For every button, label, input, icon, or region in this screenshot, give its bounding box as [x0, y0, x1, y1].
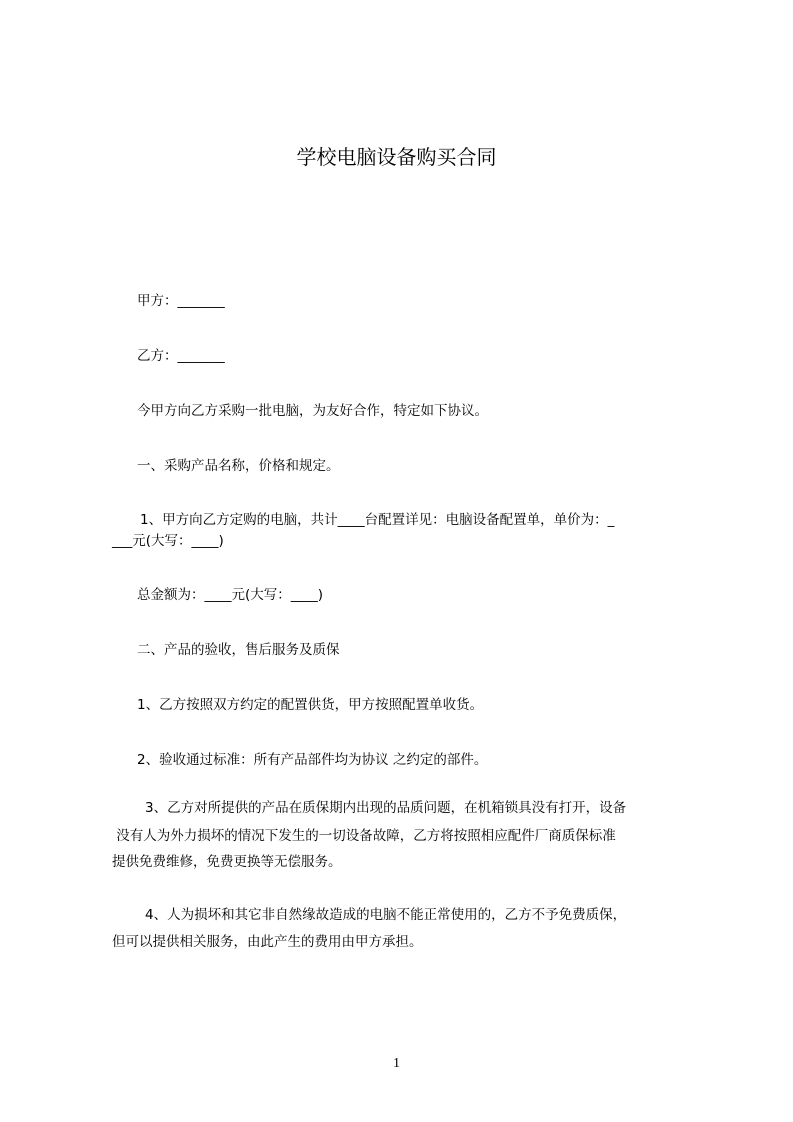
intro-paragraph: 今甲方向乙方采购一批电脑，为友好合作，特定如下协议。: [137, 403, 488, 419]
clause-1-1-line-2: ___元(大写：____): [112, 533, 224, 549]
clause-2-4-line-2: 但可以提供相关服务，由此产生的费用由甲方承担。: [112, 934, 423, 950]
party-b-line: 乙方：_______: [137, 348, 225, 364]
section-2-heading: 二、产品的验收，售后服务及质保: [137, 642, 340, 658]
section-1-heading: 一、采购产品名称，价格和规定。: [137, 458, 340, 474]
document-title: 学校电脑设备购买合同: [296, 145, 497, 169]
clause-2-2: 2、验收通过标准：所有产品部件均为协议 之约定的部件。: [137, 752, 488, 768]
clause-2-3-line-2: 没有人为外力损坏的情况下发生的一切设备故障，乙方将按照相应配件厂商质保标准: [112, 828, 616, 844]
clause-2-3-line-3: 提供免费维修，免费更换等无偿服务。: [112, 854, 342, 870]
page-number: 1: [393, 1056, 400, 1071]
clause-2-4-line-1: 4、人为损坏和其它非自然缘故造成的电脑不能正常使用的，乙方不予免费质保，: [145, 907, 627, 923]
clause-2-3-line-1: 3、乙方对所提供的产品在质保期内出现的品质问题，在机箱锁具没有打开，设备: [145, 800, 627, 816]
clause-2-1: 1、乙方按照双方约定的配置供货，甲方按照配置单收货。: [137, 697, 484, 713]
total-amount-line: 总金额为：____元(大写：____): [137, 587, 324, 603]
clause-1-1-line-1: 1、甲方向乙方定购的电脑，共计____台配置详见：电脑设备配置单，单价为：_: [140, 512, 615, 528]
party-a-line: 甲方：_______: [137, 293, 225, 309]
